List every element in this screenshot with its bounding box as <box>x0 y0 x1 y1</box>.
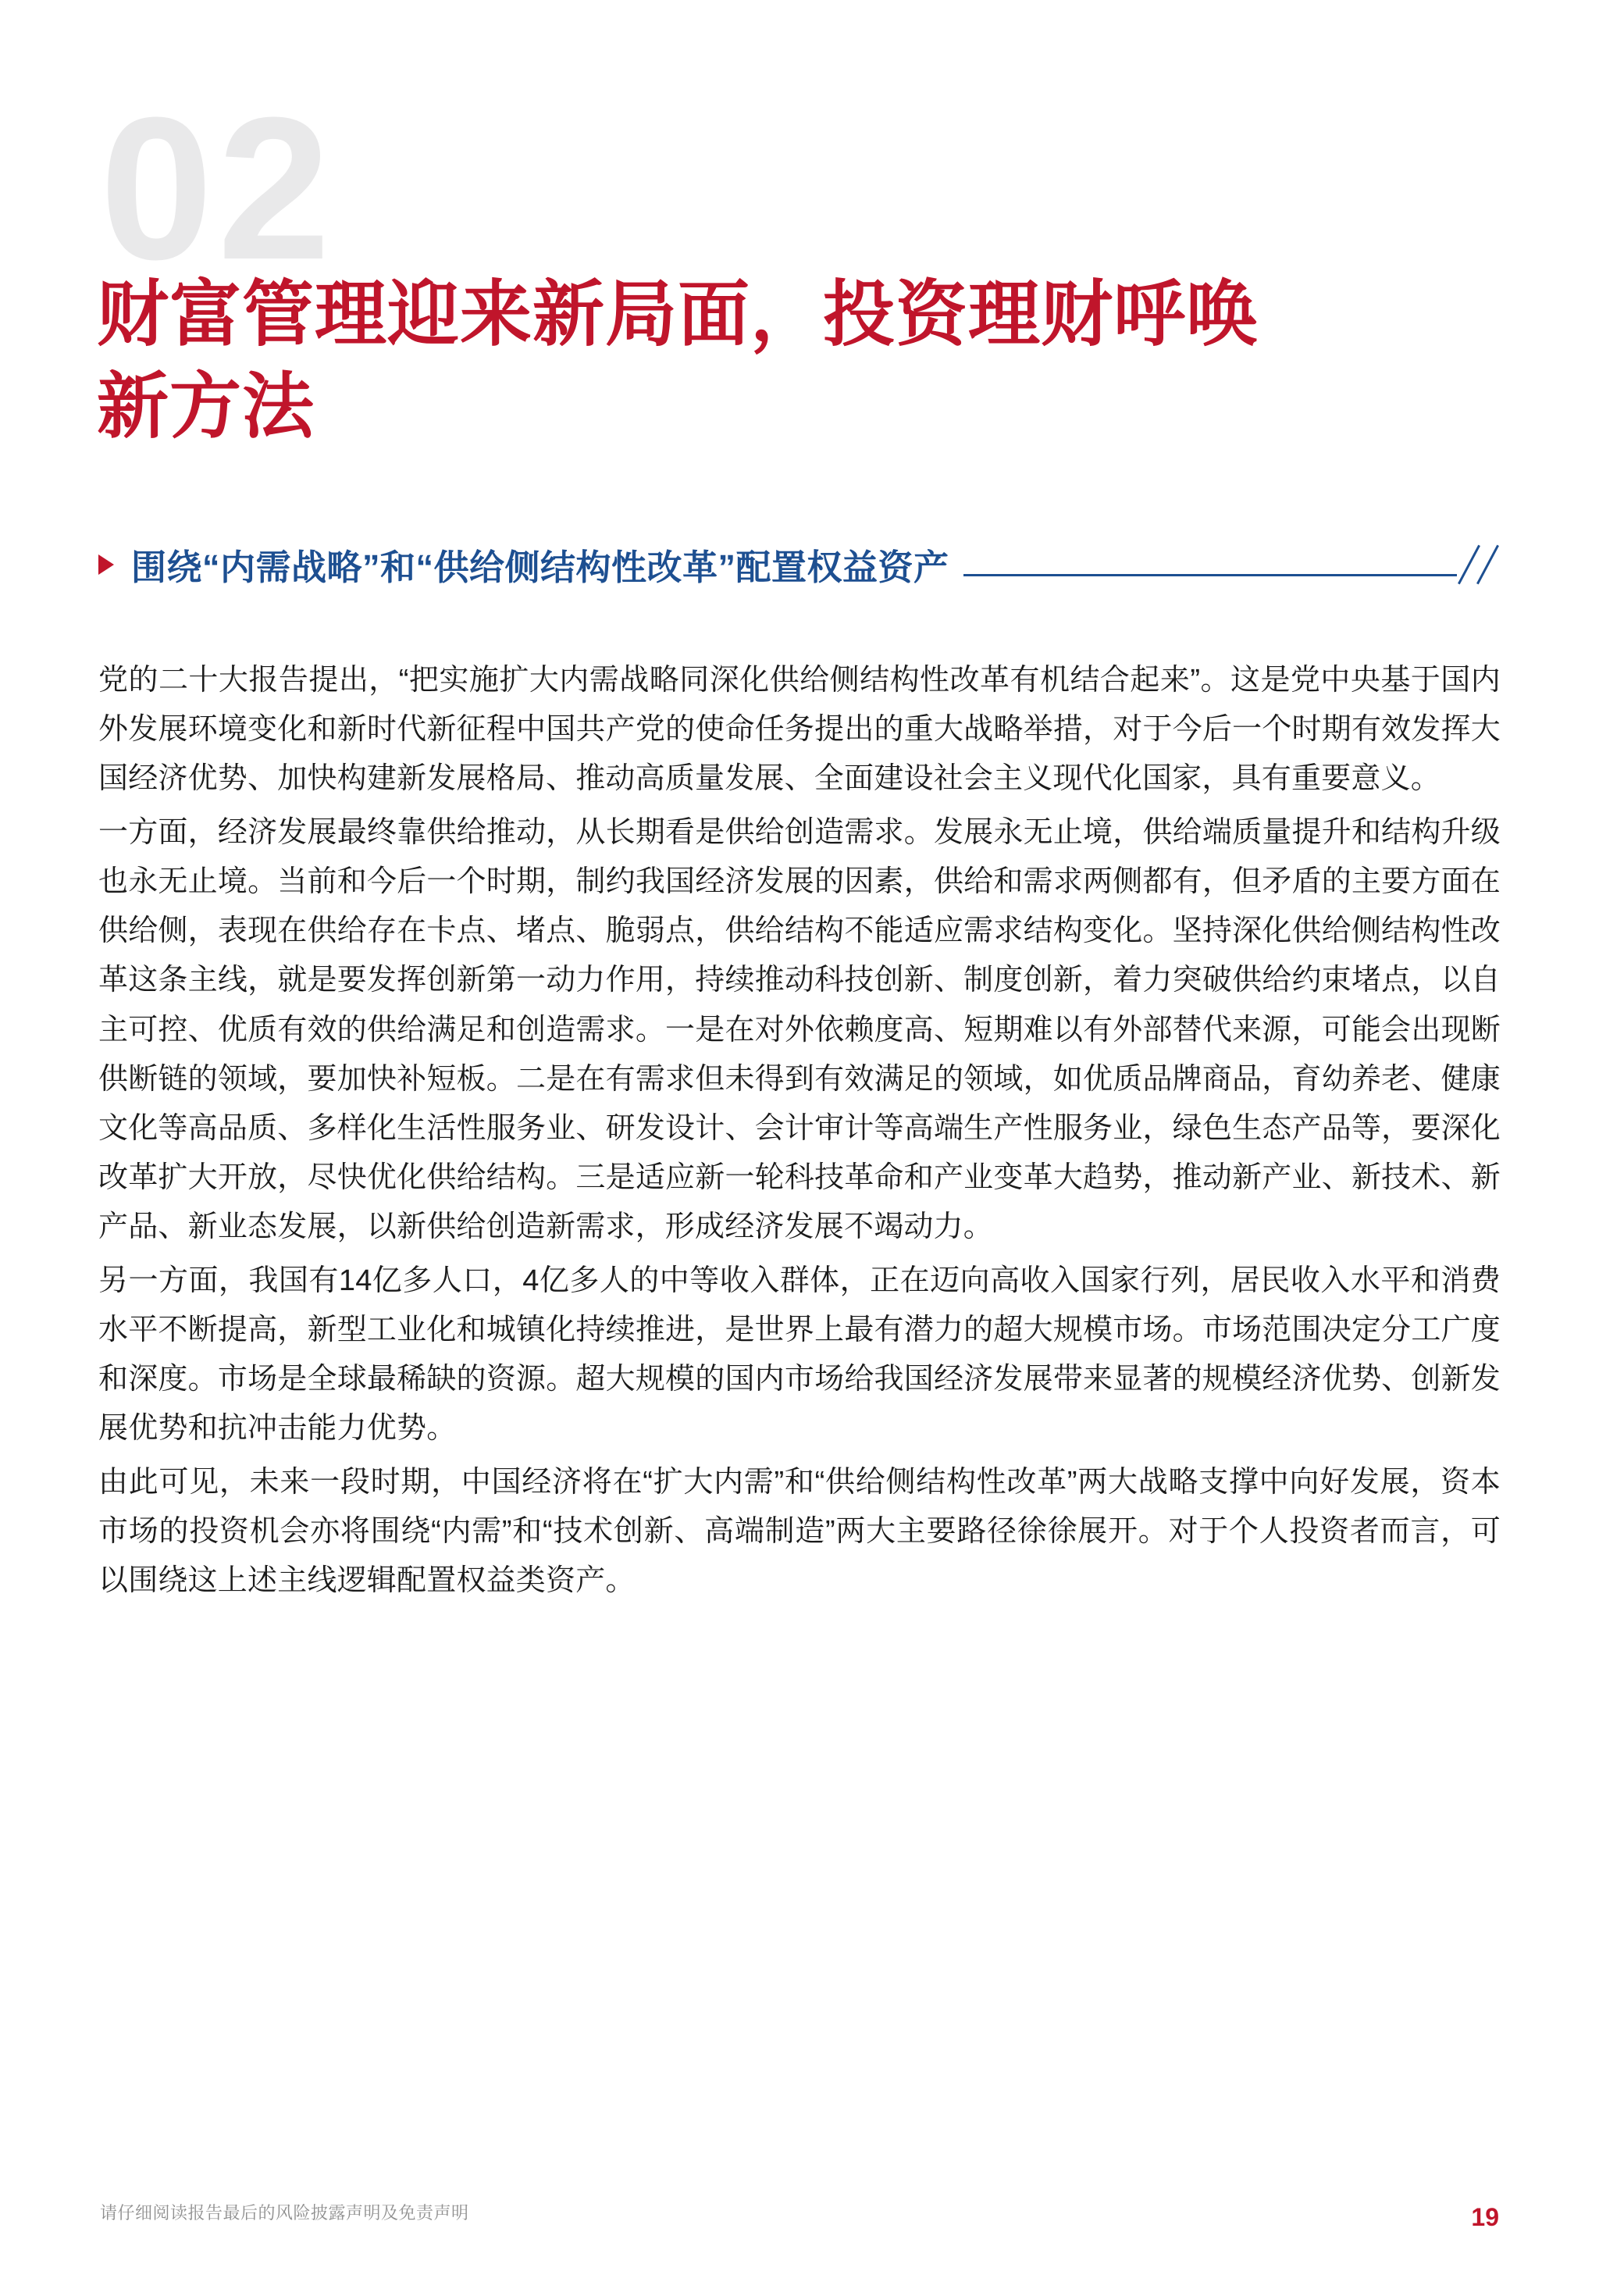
section-heading-label: 围绕“内需战略”和“供给侧结构性改革”配置权益资产 <box>131 547 949 587</box>
double-slash-icon <box>1457 543 1504 586</box>
paragraph: 党的二十大报告提出，“把实施扩大内需战略同深化供给侧结构性改革有机结合起来”。这是党中央基于国内外发展环境变化和新时代新征程中国共产党的使命任务提出的重大战略举措，对于今后一个时期有效发挥大国经济优势、加快构建新发展格局、推动高质量发展、全面建设社会主义现代化国家，具有重要意义。 <box>98 664 1501 796</box>
page-number: 19 <box>1471 2203 1499 2231</box>
paragraph: 另一方面，我国有14亿多人口，4亿多人的中等收入群体，正在迈向高收入国家行列，居民收入水平和消费水平不断提高，新型工业化和城镇化持续推进，是世界上最有潜力的超大规模市场。市场范围决定分工广度和深度。市场是全球最稀缺的资源。超大规模的国内市场给我国经济发展带来显著的规模经济优势、创新发展优势和抗冲击能力优势。 <box>98 1264 1501 1446</box>
page-title-line-2: 新方法 <box>97 366 315 447</box>
page-title <box>97 269 1502 454</box>
page-title-line-1: 财富管理迎来新局面，投资理财呼唤 <box>97 275 1259 355</box>
footer-disclaimer: 请仔细阅读报告最后的风险披露声明及免责声明 <box>100 2203 469 2223</box>
body-text <box>98 656 1501 1610</box>
paragraph: 一方面，经济发展最终靠供给推动，从长期看是供给创造需求。发展永无止境，供给端质量提升和结构升级也永无止境。当前和今后一个时期，制约我国经济发展的因素，供给和需求两侧都有，但矛盾的主要方面在供给侧，表现在供给存在卡点、堵点、脆弱点，供给结构不能适应需求结构变化。坚持深化供给侧结构性改革这条主线，就是要发挥创新第一动力作用，持续推动科技创新、制度创新，着力突破供给约束堵点，以自主可控、优质有效的供给满足和创造需求。一是在对外依赖度高、短期难以有外部替代来源，可能会出现断供断链的领域，要加快补短板。二是在有需求但未得到有效满足的领域，如优质品牌商品，育幼养老、健康文化等高品质、多样化生活性服务业、研发设计、会计审计等高端生产性服务业，绿色生态产品等，要深化改革扩大开放，尽快优化供给结构。三是适应新一轮科技革命和产业变革大趋势，推动新产业、新技术、新产品、新业态发展，以新供给创造新需求，形成经济发展不竭动力。 <box>98 816 1501 1243</box>
section-heading <box>98 539 1504 590</box>
paragraph: 由此可见，未来一段时期，中国经济将在“扩大内需”和“供给侧结构性改革”两大战略支撑中向好发展，资本市场的投资机会亦将围绕“内需”和“技术创新、高端制造”两大主要路径徐徐展开。对于个人投资者而言，可以围绕这上述主线逻辑配置权益类资产。 <box>98 1466 1501 1598</box>
heading-divider-rule <box>963 574 1457 576</box>
triangle-bullet-icon <box>98 554 114 575</box>
chapter-number-watermark: 02 <box>100 76 336 302</box>
